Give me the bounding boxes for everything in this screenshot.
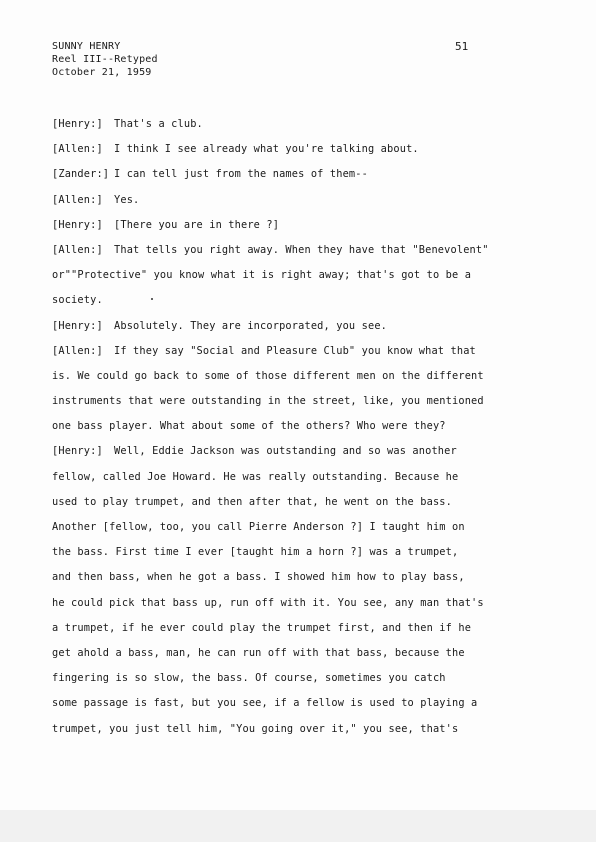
line-text: get ahold a bass, man, he can run off with that bass, because the xyxy=(52,646,465,659)
transcript-line xyxy=(52,341,532,366)
document-header xyxy=(52,40,158,79)
line-text: is. We could go back to some of those different men on the different xyxy=(52,369,484,382)
transcript-line xyxy=(52,139,532,164)
line-text: That tells you right away. When they have that "Benevolent" xyxy=(114,243,489,256)
speaker-label: [Henry:] xyxy=(52,445,103,458)
transcript-line xyxy=(52,567,532,592)
transcript-line xyxy=(52,668,532,693)
transcript-line xyxy=(52,265,532,290)
line-text: trumpet, you just tell him, "You going over it," you see, that's xyxy=(52,722,459,735)
speaker-label: [Allen:] xyxy=(52,193,103,206)
line-text: I think I see already what you're talking about. xyxy=(114,143,419,156)
line-text: That's a club. xyxy=(114,118,203,130)
transcript-line xyxy=(52,391,532,416)
transcript-line xyxy=(52,492,532,517)
line-text: [There you are in there ?] xyxy=(114,218,280,231)
transcript-line xyxy=(52,190,532,215)
line-text: instruments that were outstanding in the street, like, you mentioned xyxy=(52,395,484,408)
speaker-label: [Henry:] xyxy=(52,118,103,130)
line-text: If they say "Social and Pleasure Club" you know what that xyxy=(114,344,476,357)
line-text: some passage is fast, but you see, if a fellow is used to playing a xyxy=(52,697,478,710)
line-text: Another [fellow, too, you call Pierre Anderson ?] I taught him on xyxy=(52,521,465,533)
interviewee-name: SUNNY HENRY xyxy=(52,41,121,52)
line-text: a trumpet, if he ever could play the trumpet first, and then if he xyxy=(52,621,472,634)
transcript-line xyxy=(52,240,532,265)
line-text: fellow, called Joe Howard. He was really outstanding. Because he xyxy=(52,470,459,483)
transcript-line xyxy=(52,441,532,466)
speaker-label: [Henry:] xyxy=(52,218,103,231)
line-text: one bass player. What about some of the others? Who were they? xyxy=(52,420,446,433)
speaker-label: [Allen:] xyxy=(52,143,103,156)
transcript-line xyxy=(52,416,532,441)
reel-label: Reel III--Retyped xyxy=(52,54,158,65)
speaker-label: [Allen:] xyxy=(52,243,103,256)
transcript-line xyxy=(52,467,532,492)
transcript-line xyxy=(52,114,532,139)
transcript-body xyxy=(52,114,532,744)
line-text: I can tell just from the names of them-- xyxy=(114,168,368,181)
speaker-label: [Zander:] xyxy=(52,168,110,181)
stray-mark xyxy=(151,298,153,300)
line-text: used to play trumpet, and then after that, he went on the bass. xyxy=(52,495,453,508)
transcript-line xyxy=(52,215,532,240)
line-text: fingering is so slow, the bass. Of course, sometimes you catch xyxy=(52,672,446,685)
line-text: he could pick that bass up, run off with it. You see, any man that's xyxy=(52,596,484,609)
line-text: Yes. xyxy=(114,193,140,206)
transcript-line xyxy=(52,517,532,542)
scan-margin xyxy=(0,810,596,842)
transcript-line xyxy=(52,643,532,668)
interview-date: October 21, 1959 xyxy=(52,67,152,78)
line-text: society. xyxy=(52,294,103,307)
transcript-line xyxy=(52,719,532,744)
transcript-line xyxy=(52,290,532,315)
line-text: or""Protective" you know what it is right away; that's got to be a xyxy=(52,269,472,282)
transcript-line xyxy=(52,618,532,643)
line-text: and then bass, when he got a bass. I showed him how to play bass, xyxy=(52,571,465,584)
transcript-line xyxy=(52,164,532,189)
transcript-line xyxy=(52,693,532,718)
transcript-line xyxy=(52,316,532,341)
speaker-label: [Allen:] xyxy=(52,344,103,357)
transcript-line xyxy=(52,593,532,618)
line-text: Well, Eddie Jackson was outstanding and so was another xyxy=(114,445,457,458)
speaker-label: [Henry:] xyxy=(52,319,103,332)
page-number: 51 xyxy=(455,40,469,53)
transcript-line xyxy=(52,542,532,567)
transcript-line xyxy=(52,366,532,391)
line-text: Absolutely. They are incorporated, you see. xyxy=(114,319,388,332)
line-text: the bass. First time I ever [taught him a horn ?] was a trumpet, xyxy=(52,546,459,559)
